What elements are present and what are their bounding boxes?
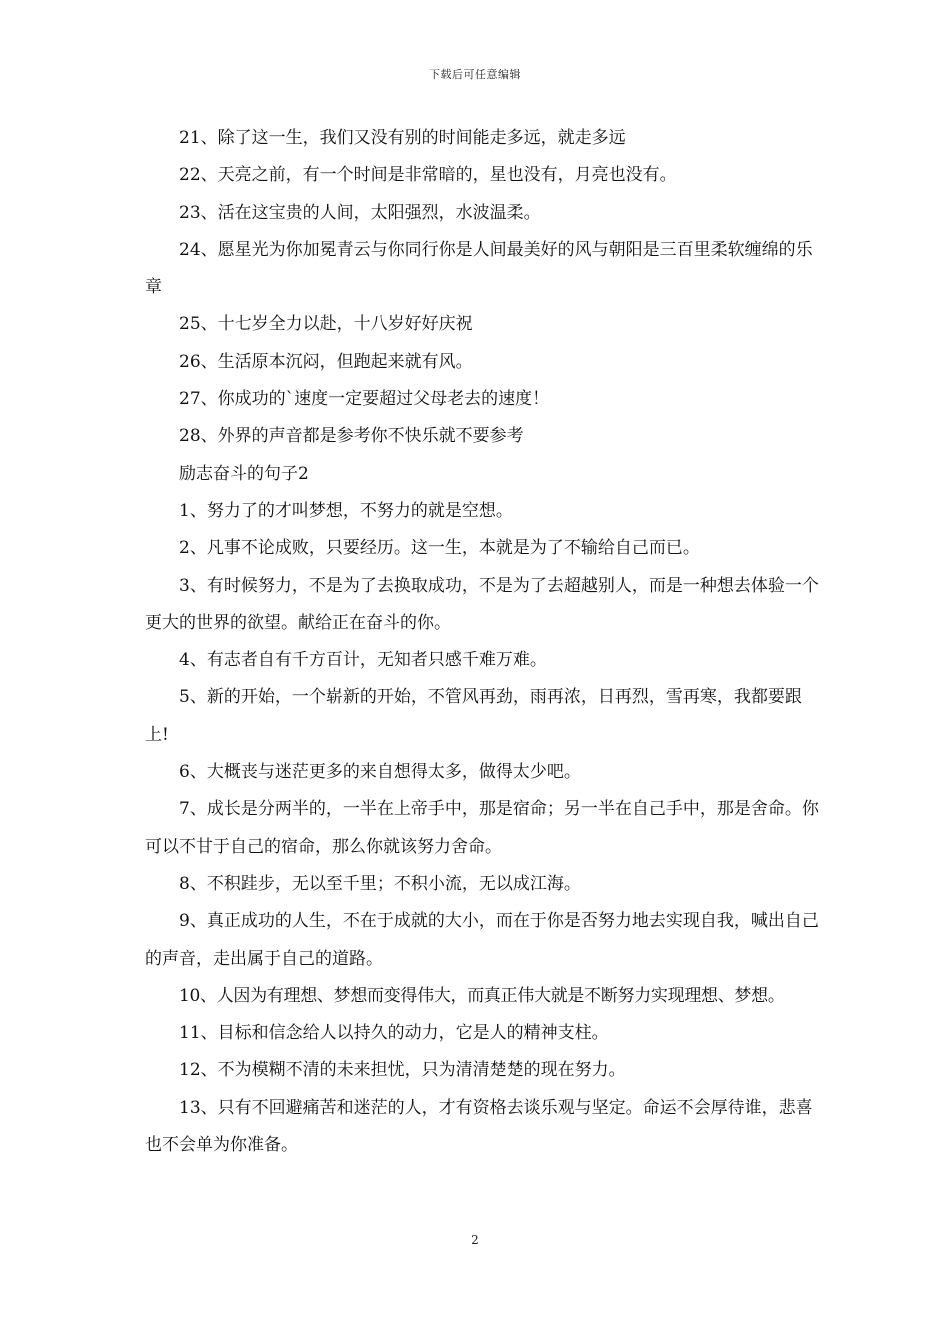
paragraph-9: 9、真正成功的人生，不在于成就的大小，而在于你是否努力地去实现自我，喊出自己的声音，走出属于自己的道路。 [145, 911, 819, 969]
paragraph-7: 7、成长是分两半的，一半在上帝手中，那是宿命；另一半在自己手中，那是舍命。你可以不甘于自己的宿命，那么你就该努力舍命。 [145, 799, 819, 857]
page-number: 2 [471, 1233, 479, 1247]
document-body [145, 120, 825, 1164]
paragraph-5: 5、新的开始，一个崭新的开始，不管风再劲，雨再浓，日再烈，雪再寒，我都要跟上! [145, 687, 802, 745]
paragraph-8: 8、不积跬步，无以至千里；不积小流，无以成江海。 [179, 873, 581, 894]
paragraph-24: 24、愿星光为你加冕青云与你同行你是人间最美好的风与朝阳是三百里柔软缠绵的乐章 [145, 239, 813, 298]
paragraph-3: 3、有时候努力，不是为了去换取成功，不是为了去超越别人，而是一种想去体验一个更大的世界的欲望。献给正在奋斗的你。 [145, 575, 819, 633]
paragraph-11: 11、目标和信念给人以持久的动力，它是人的精神支柱。 [179, 1023, 609, 1044]
paragraph-23: 23、活在这宝贵的人间，太阳强烈，水波温柔。 [179, 202, 541, 223]
section-heading: 励志奋斗的句子2 [179, 463, 309, 484]
paragraph-4: 4、有志者自有千方百计，无知者只感千难万难。 [179, 650, 547, 671]
paragraph-13: 13、只有不回避痛苦和迷茫的人，才有资格去谈乐观与坚定。命运不会厚待谁，悲喜也不会单为你准备。 [145, 1097, 813, 1156]
page-header: 下载后可任意编辑 [429, 68, 521, 81]
paragraph-26: 26、生活原本沉闷，但跑起来就有风。 [179, 351, 473, 372]
paragraph-1: 1、努力了的才叫梦想，不努力的就是空想。 [179, 500, 513, 521]
paragraph-25: 25、十七岁全力以赴，十八岁好好庆祝 [179, 314, 473, 335]
paragraph-2: 2、凡事不论成败，只要经历。这一生，本就是为了不输给自己而已。 [179, 538, 700, 559]
paragraph-27: 27、你成功的`速度一定要超过父母老去的速度！ [179, 389, 550, 410]
paragraph-28: 28、外界的声音都是参考你不快乐就不要参考 [179, 426, 524, 447]
paragraph-22: 22、天亮之前，有一个时间是非常暗的，星也没有，月亮也没有。 [179, 165, 677, 186]
paragraph-12: 12、不为模糊不清的未来担忧，只为清清楚楚的现在努力。 [179, 1060, 626, 1081]
paragraph-21: 21、除了这一生，我们又没有别的时间能走多远，就走多远 [179, 128, 626, 148]
paragraph-10: 10、人因为有理想、梦想而变得伟大，而真正伟大就是不断努力实现理想、梦想。 [179, 985, 785, 1006]
paragraph-6: 6、大概丧与迷茫更多的来自想得太多，做得太少吧。 [179, 762, 581, 783]
